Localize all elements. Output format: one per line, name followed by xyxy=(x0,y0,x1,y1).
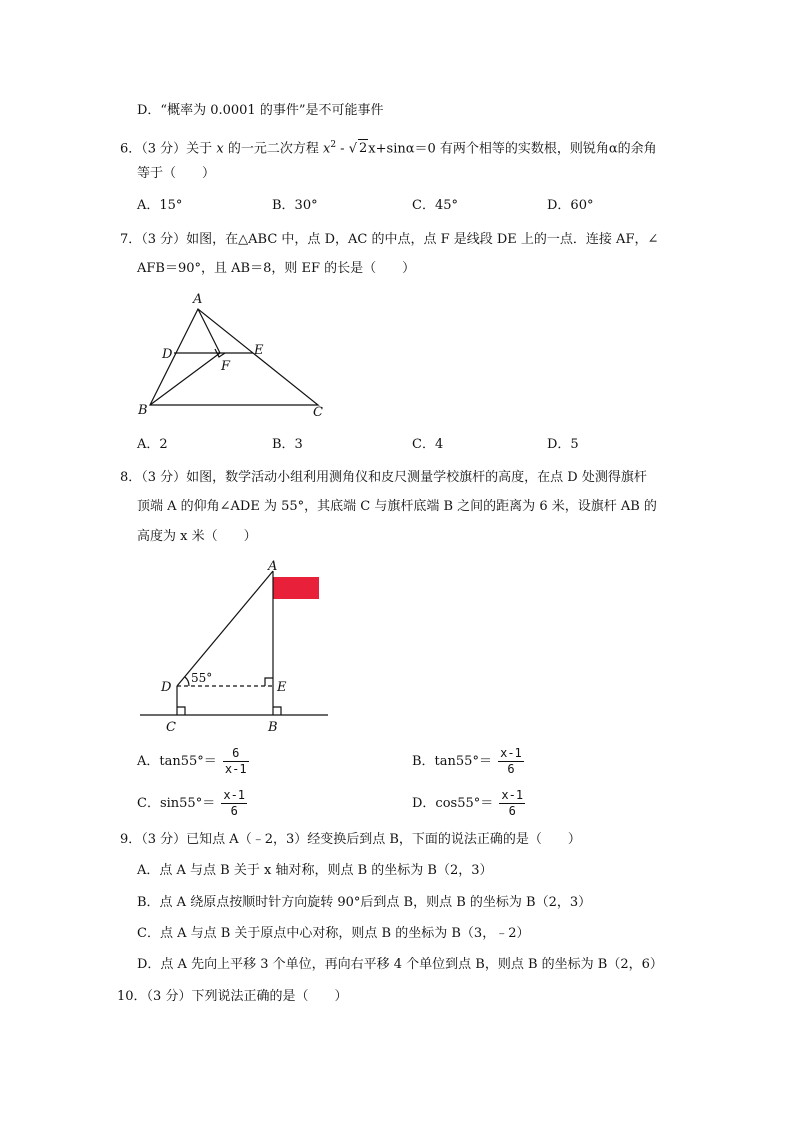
q9-stem: 9．（3 分）已知点 A（﹣2，3）经变换后到点 B，下面的说法正确的是（ ） xyxy=(120,832,581,847)
q6-option-b: B．30° xyxy=(272,198,318,213)
right-angle-e xyxy=(265,678,273,686)
numerator: 6 xyxy=(223,746,249,762)
triangle-abc xyxy=(150,309,318,405)
flag-icon xyxy=(273,577,319,599)
q8-option-a xyxy=(137,746,249,777)
denominator: 6 xyxy=(507,762,515,776)
q6-var-x: x xyxy=(216,141,224,157)
fraction xyxy=(498,746,524,777)
q6-stem-line1 xyxy=(120,136,657,158)
q6-eq-x: x xyxy=(322,141,331,157)
label-c: C xyxy=(313,405,323,420)
q6-eq-sup: 2 xyxy=(330,140,337,150)
q7-option-a: A．2 xyxy=(137,437,168,452)
q9-option-c: C．点 A 与点 B 关于原点中心对称，则点 B 的坐标为 B（3，﹣2） xyxy=(137,926,530,941)
denominator: 6 xyxy=(230,804,238,818)
label-f: F xyxy=(221,359,231,374)
q6-stem-line2: 等于（ ） xyxy=(137,166,216,181)
segment-bf xyxy=(150,353,220,405)
q6-option-a: A．15° xyxy=(137,198,183,213)
fraction xyxy=(499,788,525,819)
q6-text-b: 的一元二次方程 xyxy=(227,141,319,157)
q8-stem-line1: 8．（3 分）如图，数学活动小组利用测角仪和皮尺测量学校旗杆的高度，在点 D 处测得旗杆 xyxy=(120,470,647,485)
q6-eq-minus: - xyxy=(336,141,349,157)
denominator: 6 xyxy=(508,804,516,818)
numerator: x-1 xyxy=(501,788,524,802)
segment-af xyxy=(198,309,220,353)
fraction xyxy=(221,788,247,819)
q9-option-b: B．点 A 绕原点按顺时针方向旋转 90°后到点 B，则点 B 的坐标为 B（2，3） xyxy=(137,895,592,910)
q8-flagpole-figure xyxy=(135,558,335,738)
q8-option-b xyxy=(412,746,524,777)
q8-d-prefix: D．cos55°＝ xyxy=(412,796,494,811)
denominator: x-1 xyxy=(224,762,247,776)
q6-text-a: 6．（3 分）关于 xyxy=(120,141,213,157)
numerator: x-1 xyxy=(500,746,522,760)
q7-triangle-figure xyxy=(130,285,340,420)
q10-stem: 10．（3 分）下列说法正确的是（ ） xyxy=(117,989,348,1004)
q7-option-b: B．3 xyxy=(272,437,303,452)
angle-label: 55° xyxy=(191,671,213,685)
q6-eq-rest: x+sinα＝0 有两个相等的实数根，则锐角α的余角 xyxy=(368,141,657,157)
right-angle-c xyxy=(177,707,185,715)
label-e: E xyxy=(277,680,287,695)
q8-stem-line3: 高度为 x 米（ ） xyxy=(137,529,257,544)
label-b: B xyxy=(268,720,278,735)
angle-arc xyxy=(185,677,189,686)
q8-stem-line2: 顶端 A 的仰角∠ADE 为 55°，其底端 C 与旗杆底端 B 之间的距离为 6 米，设旗杆 AB 的 xyxy=(137,499,657,514)
q8-option-d xyxy=(412,788,525,819)
label-b: B xyxy=(138,403,148,418)
q5-option-d: D．“概率为 0.0001 的事件”是不可能事件 xyxy=(137,103,384,118)
label-e: E xyxy=(254,343,264,358)
fraction xyxy=(223,746,249,777)
right-angle-b xyxy=(273,707,281,715)
q8-a-prefix: A．tan55°＝ xyxy=(137,754,217,769)
q6-option-d: D．60° xyxy=(547,198,594,213)
q7-option-c: C．4 xyxy=(412,437,444,452)
line-da xyxy=(177,571,273,686)
q8-option-c xyxy=(137,788,247,819)
q9-option-a: A．点 A 与点 B 关于 x 轴对称，则点 B 的坐标为 B（2，3） xyxy=(137,863,493,878)
label-d: D xyxy=(162,347,173,362)
label-a: A xyxy=(193,292,203,307)
numerator: x-1 xyxy=(223,788,246,802)
q6-eq-root: 2 xyxy=(359,141,368,157)
q7-stem-line1: 7．（3 分）如图，在△ABC 中，点 D，AC 的中点，点 F 是线段 DE 上的一点．连接 AF，∠ xyxy=(120,232,659,247)
label-a: A xyxy=(268,559,278,574)
q6-option-c: C．45° xyxy=(412,198,458,213)
label-c: C xyxy=(166,720,176,735)
q9-option-d: D．点 A 先向上平移 3 个单位，再向右平移 4 个单位到点 B，则点 B 的坐标为 B（2，6） xyxy=(137,957,663,972)
sqrt-icon: √ xyxy=(348,141,358,157)
q8-b-prefix: B．tan55°＝ xyxy=(412,754,492,769)
q8-c-prefix: C．sin55°＝ xyxy=(137,796,216,811)
label-d: D xyxy=(161,680,172,695)
q7-option-d: D．5 xyxy=(547,437,579,452)
q7-stem-line2: AFB＝90°，且 AB＝8，则 EF 的长是（ ） xyxy=(137,261,416,276)
